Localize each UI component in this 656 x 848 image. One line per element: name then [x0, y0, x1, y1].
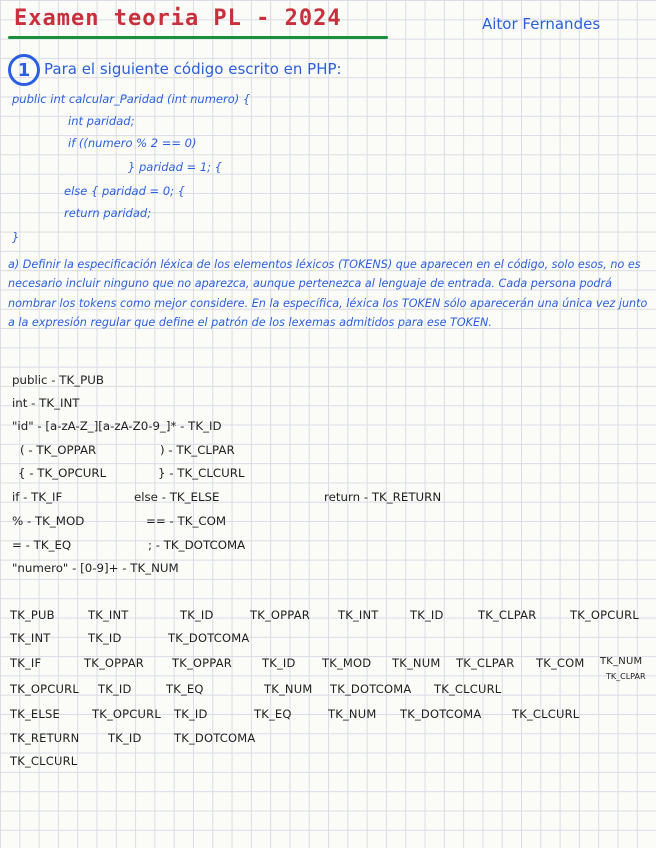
code-line-6: return paridad; — [64, 206, 152, 220]
token: TK_INT — [338, 608, 379, 622]
token: TK_ID — [180, 608, 214, 622]
def-if: if - TK_IF — [12, 490, 63, 504]
token: TK_OPPAR — [250, 608, 310, 622]
token: TK_CLCURL — [434, 682, 502, 696]
question-number-badge — [8, 54, 40, 86]
token: TK_ID — [262, 656, 296, 670]
def-int: int - TK_INT — [12, 396, 80, 410]
code-line-3: if ((numero % 2 == 0) — [68, 136, 197, 150]
token: TK_ID — [410, 608, 444, 622]
token: TK_NUM — [264, 682, 313, 696]
token: TK_ID — [88, 631, 122, 645]
token: TK_EQ — [254, 707, 292, 721]
token: TK_DOTCOMA — [168, 631, 250, 645]
question-prompt: Para el siguiente código escrito en PHP: — [44, 60, 342, 78]
def-oppar: ( - TK_OPPAR — [20, 443, 97, 457]
token: TK_CLPAR — [478, 608, 537, 622]
token: TK_ID — [108, 731, 142, 745]
token: TK_INT — [88, 608, 129, 622]
code-line-7: } — [12, 230, 20, 244]
code-line-2: int paridad; — [68, 114, 135, 128]
code-line-1: public int calcular_Paridad (int numero) { — [12, 92, 251, 106]
code-line-5: else { paridad = 0; { — [64, 184, 185, 198]
token: TK_ELSE — [10, 707, 60, 721]
token: TK_NUM — [392, 656, 441, 670]
token: TK_RETURN — [10, 731, 80, 745]
def-dotcoma: ; - TK_DOTCOMA — [148, 538, 246, 552]
def-id: "id" - [a-zA-Z_][a-zA-Z0-9_]* - TK_ID — [12, 419, 222, 433]
token: TK_CLCURL — [10, 754, 78, 768]
token: TK_DOTCOMA — [330, 682, 412, 696]
def-return: return - TK_RETURN — [324, 490, 442, 504]
exam-title: Examen teoria PL - 2024 — [14, 6, 342, 31]
token: TK_NUM — [328, 707, 377, 721]
token: TK_OPCURL — [10, 682, 79, 696]
token: TK_MOD — [322, 656, 372, 670]
token: TK_OPCURL — [92, 707, 161, 721]
token: TK_IF — [10, 656, 42, 670]
def-else: else - TK_ELSE — [134, 490, 220, 504]
def-eq: = - TK_EQ — [12, 538, 72, 552]
token: TK_DOTCOMA — [174, 731, 256, 745]
question-number: 1 — [17, 59, 31, 81]
token: TK_OPCURL — [570, 608, 639, 622]
token: TK_OPPAR — [84, 656, 144, 670]
part-a-statement: a) Definir la especificación léxica de los elementos léxicos (TOKENS) que aparecen en el código, solo esos, no es necesario incluir ninguno que no aparezca, aunque pertenezca al lenguaje de entrada. Cada persona podrá nombrar los tokens como mejor considere. En la específica, léxica los TOKEN sólo aparecerán una única vez junto a la expresión regular que define el patrón de los lexemas admitidos para ese TOKEN. — [8, 258, 648, 329]
token: TK_EQ — [166, 682, 204, 696]
token: TK_ID — [98, 682, 132, 696]
def-mod: % - TK_MOD — [12, 514, 85, 528]
token: TK_DOTCOMA — [400, 707, 482, 721]
token: TK_INT — [10, 631, 51, 645]
title-underline — [8, 36, 388, 39]
def-clpar: ) - TK_CLPAR — [160, 443, 235, 457]
def-clcurl: } - TK_CLCURL — [158, 466, 245, 480]
token: TK_ID — [174, 707, 208, 721]
def-opcurl: { - TK_OPCURL — [18, 466, 107, 480]
token: TK_PUB — [10, 608, 55, 622]
token-overflow: TK_CLPAR — [606, 672, 646, 681]
author-name: Aitor Fernandes — [482, 15, 601, 33]
token: TK_OPPAR — [172, 656, 232, 670]
def-com: == - TK_COM — [146, 514, 227, 528]
def-num: "numero" - [0-9]+ - TK_NUM — [12, 561, 179, 575]
token: TK_CLPAR — [456, 656, 515, 670]
def-public: public - TK_PUB — [12, 373, 104, 387]
token: TK_COM — [536, 656, 585, 670]
token: TK_CLCURL — [512, 707, 580, 721]
token: TK_NUM — [600, 656, 643, 667]
code-line-4: } paridad = 1; { — [128, 160, 222, 174]
